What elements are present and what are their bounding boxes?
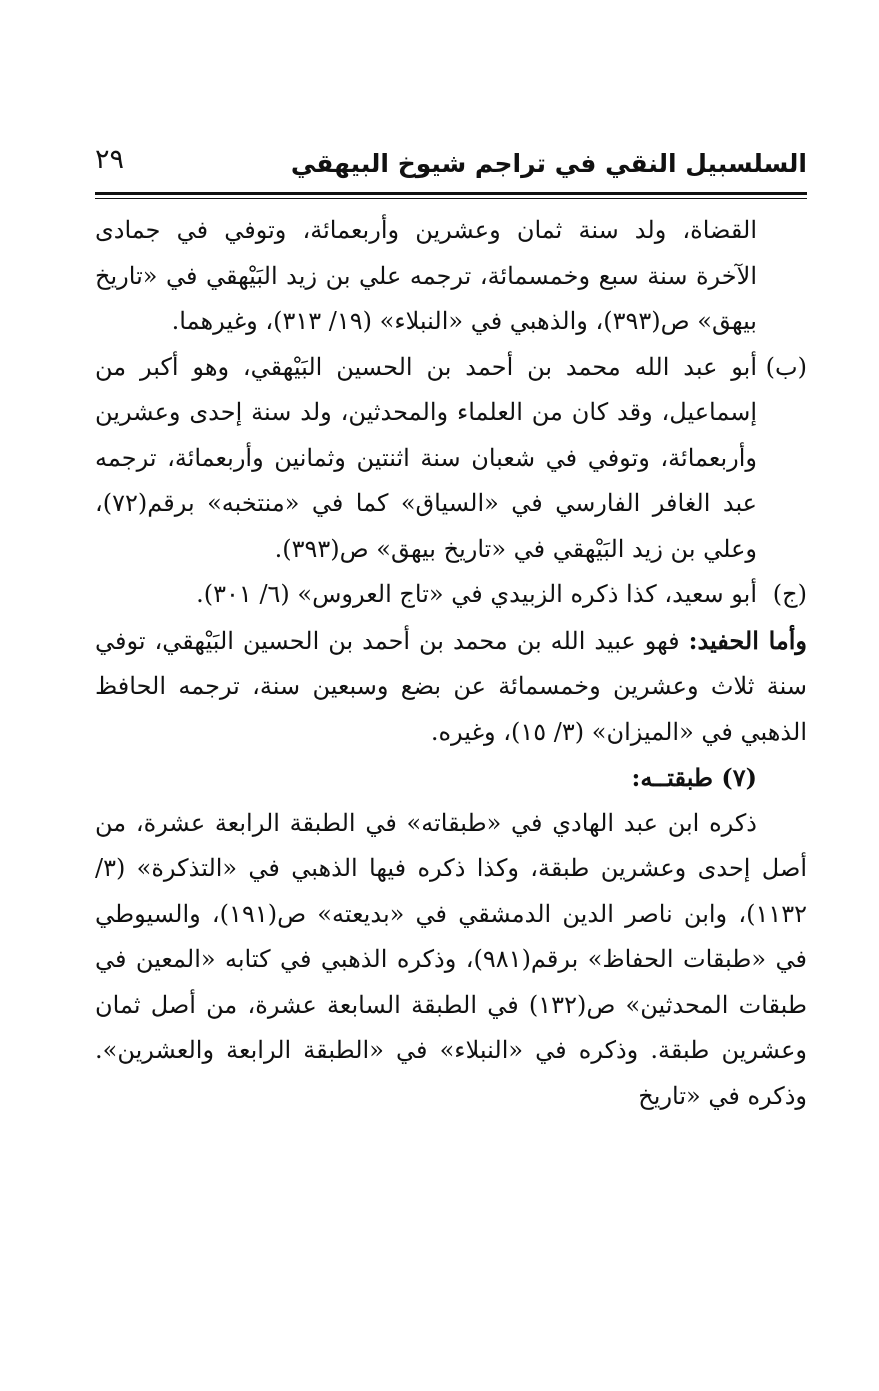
running-header (95, 140, 807, 186)
page-number: ٢٩ (95, 144, 125, 175)
section-paragraph: ذكره ابن عبد الهادي في «طبقاته» في الطبقة الرابعة عشرة، من أصل إحدى وعشرين طبقة، وكذا ذكره فيها الذهبي في «التذكرة» (٣/ ١١٣٢)، وابن ناصر الدين الدمشقي في «بديعته» ص(١٩١)، والسيوطي في «طبقات الحفاظ» برقم(٩٨١)، وذكره الذهبي في كتابه «المعين في طبقات المحدثين» ص(١٣٢) في الطبقة السابعة عشرة، من أصل ثمان وعشرين طبقة. وذكره في «النبلاء» في «الطبقة الرابعة والعشرين». وذكره في «تاريخ (95, 808, 808, 1110)
grandson-lead: وأما الحفيد: (688, 625, 808, 655)
list-item-c (95, 572, 807, 618)
list-text-b: أبو عبد الله محمد بن أحمد بن الحسين البَيْهقي، وهو أكبر من إسماعيل، وقد كان من العلماء والمحدثين، ولد سنة إحدى وعشرين وأربعمائة، وتوفي في شعبان سنة اثنتين وثمانين وأربعمائة، ترجمه عبد الغافر الفارسي في «السياق» كما في «منتخبه» برقم(٧٢)، وعلي بن زيد البَيْهقي في «تاريخ بيهق» ص(٣٩٣). (95, 352, 757, 563)
book-title: السلسبيل النقي في تراجم شيوخ البيهقي (290, 149, 807, 178)
grandson-paragraph (95, 618, 807, 756)
grandson-text: فهو عبيد الله بن محمد بن أحمد بن الحسين البَيْهقي، توفي سنة ثلاث وعشرين وخمسمائة عن بضع وسبعين سنة، ترجمه الحافظ الذهبي في «الميزان» (٣/ ١٥)، وغيره. (95, 626, 807, 746)
body-text (95, 208, 807, 1119)
continuation-paragraph: القضاة، ولد سنة ثمان وعشرين وأربعمائة، وتوفي في جمادى الآخرة سنة سبع وخمسمائة، ترجمه علي بن زيد البَيْهقي في «تاريخ بيهق» ص(٣٩٣)، والذهبي في «النبلاء» (١٩/ ٣١٣)، وغيرهما. (95, 216, 757, 335)
list-item-b (95, 345, 807, 573)
list-text-c: أبو سعيد، كذا ذكره الزبيدي في «تاج العروس» (٦/ ٣٠١). (196, 580, 757, 608)
section-heading: (٧) طبقتــه: (631, 763, 757, 792)
header-rule-thin (95, 198, 807, 199)
list-label-c: (ج) (772, 580, 807, 608)
list-label-b: (ب) (765, 352, 807, 381)
header-rule (95, 192, 807, 195)
